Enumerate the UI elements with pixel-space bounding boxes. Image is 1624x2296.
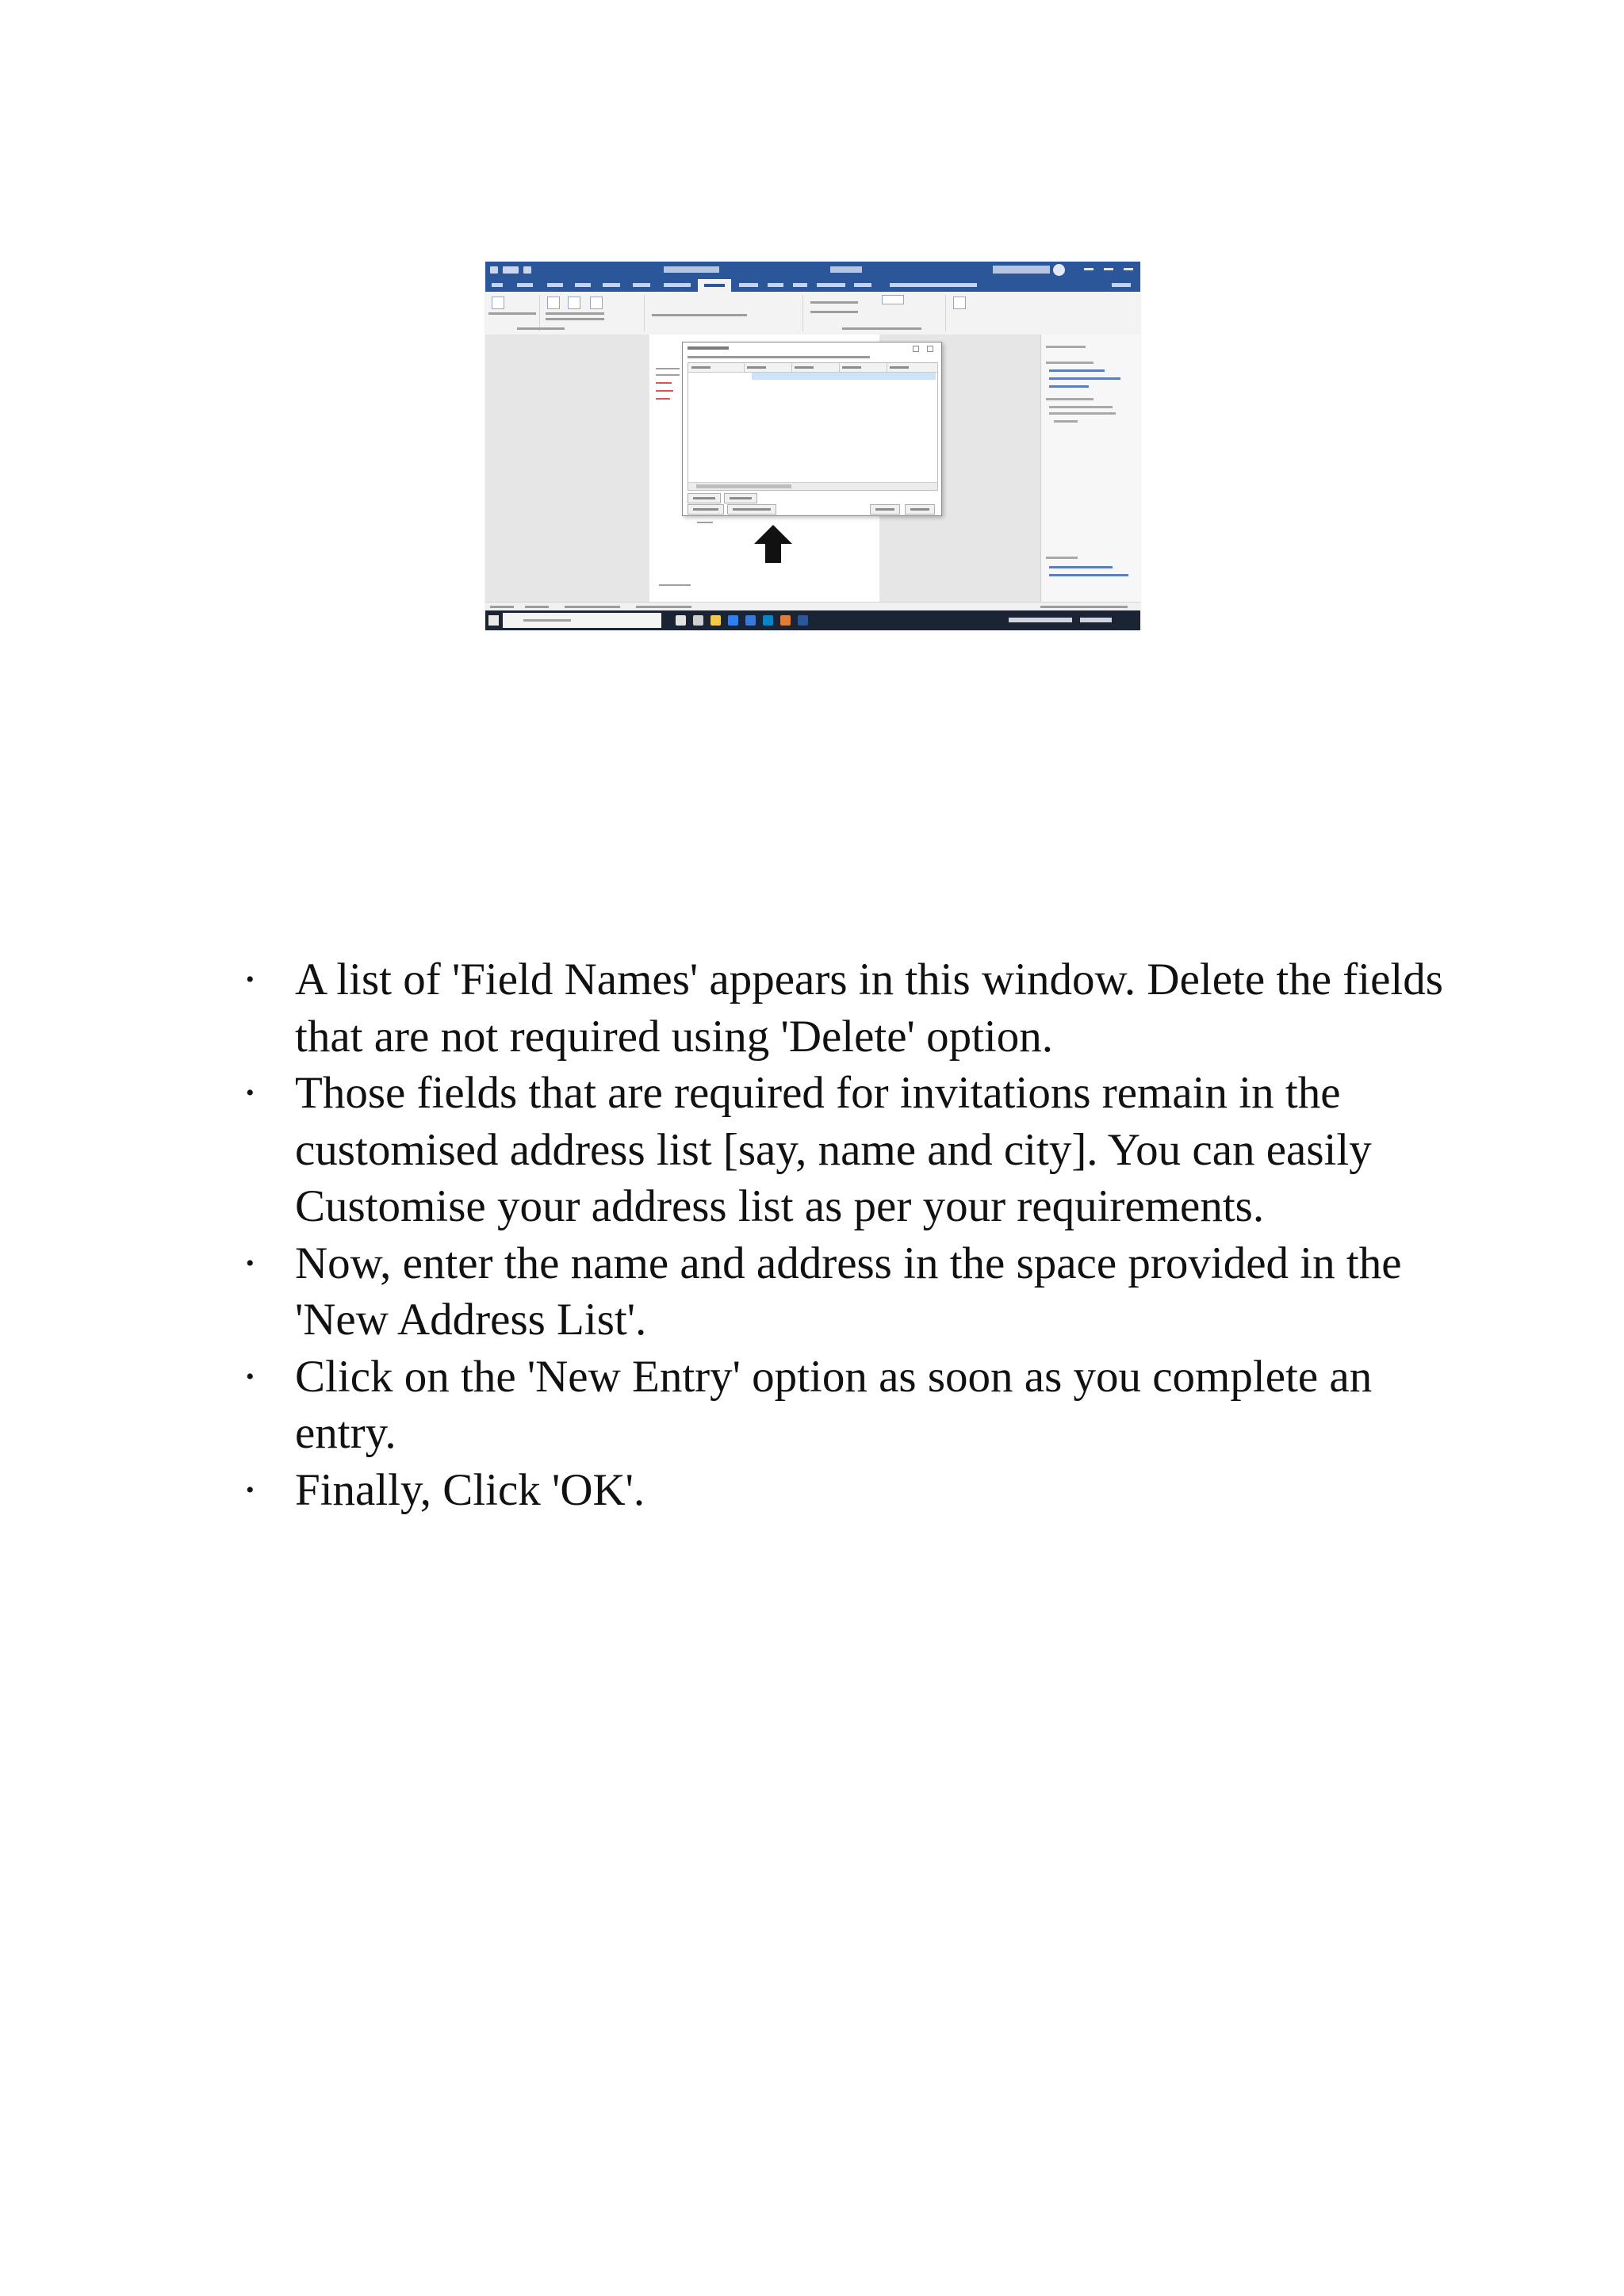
customize-columns-button [727,504,776,515]
ribbon-label [810,301,858,304]
page-text-line [656,368,680,369]
tab-review [739,283,758,287]
pane-text [1046,362,1094,364]
document-title [664,266,719,273]
ribbon-group-label [842,327,921,330]
pane-text [1049,412,1116,415]
column-company-name [839,363,887,372]
page-text-line [656,398,670,400]
pane-link [1049,369,1105,372]
instruction-item: • Those fields that are required for invitations remain in the customised address list [say, name and city]. You can easily Customise your address list as per your requirements. [243,1065,1448,1235]
help-icon [913,346,919,352]
taskbar-icon [710,615,721,626]
tab-insert [547,283,563,287]
taskbar-search [503,613,661,628]
taskbar-icon [763,615,773,626]
page-text-line [656,374,680,376]
preview-results-icon [882,295,904,304]
tell-me-search [890,283,977,287]
start-mail-merge-icon [547,297,560,309]
windows-start-icon [488,615,499,626]
ribbon-tabs [485,279,1140,292]
grid-header [688,363,937,373]
taskbar-icon [728,615,738,626]
status-zoom [1040,606,1128,608]
select-recipients-icon [568,297,580,309]
page-text-line [697,522,713,523]
ribbon-label [488,312,536,315]
customize-icon [523,266,531,274]
ribbon-group-label [517,327,565,330]
pane-title [1046,346,1086,348]
cancel-button [905,504,935,515]
clock [1080,618,1112,622]
find-button [724,493,757,503]
taskbar-icon [780,615,791,626]
taskbar-icon [745,615,756,626]
undo-icon [503,266,519,274]
pane-previous-link [1049,574,1128,576]
word-taskbar-icon [798,615,808,626]
tab-file [492,283,503,287]
column-title [688,363,745,372]
taskbar-icon [693,615,703,626]
status-words [525,606,549,608]
dialog-description [688,356,870,358]
pane-next-link [1049,566,1113,568]
share-button [1112,283,1131,287]
system-tray [1009,618,1072,622]
mail-merge-pane [1040,335,1140,602]
instruction-item: • Click on the 'New Entry' option as soon as you complete an entry. [243,1349,1448,1462]
pane-link [1049,385,1089,388]
pane-step [1046,557,1078,559]
tab-help [793,283,807,287]
tab-view [768,283,783,287]
word-title-bar [485,262,1140,279]
address-grid [688,362,938,491]
tab-mail-merge [817,283,845,287]
tab-references [664,283,691,287]
status-language [565,606,620,608]
close-icon [1124,268,1133,270]
ribbon-separator [644,295,645,331]
new-address-list-dialog [682,342,942,516]
instruction-list [243,951,1448,1518]
finish-merge-icon [953,297,966,309]
tab-draw [575,283,591,287]
tab-mailings [698,279,731,292]
page-text-line [659,584,691,586]
ribbon-label [546,318,604,320]
tab-layout [633,283,650,287]
horizontal-scrollbar [688,482,937,490]
page-text-line [656,390,673,392]
arrow-up-icon [753,523,794,564]
mailings-ribbon [485,292,1140,335]
ribbon-separator [945,295,946,331]
envelopes-icon [492,297,504,309]
ribbon-separator [802,295,803,331]
delete-entry-button [688,504,724,515]
status-page [490,606,514,608]
pane-text [1054,420,1078,423]
ribbon-label [546,312,604,315]
close-icon [927,346,933,352]
ribbon-label [810,311,858,313]
tab-design [603,283,620,287]
ok-button [870,504,900,515]
page-text-line [656,382,672,384]
status-accessibility [636,606,691,608]
maximize-icon [1104,268,1113,270]
selected-row [752,373,936,380]
save-icon [490,266,498,274]
tab-home [517,283,533,287]
instruction-item: • Now, enter the name and address in the space provided in the 'New Address List'. [243,1235,1448,1349]
column-last-name [791,363,840,372]
avatar [1053,264,1065,276]
column-first-name [744,363,792,372]
instruction-item: • A list of 'Field Names' appears in this window. Delete the fields that are not required using 'Delete' option. [243,951,1448,1065]
ribbon-separator [539,295,540,331]
context-tab-title [830,266,862,273]
taskbar-icon [676,615,686,626]
windows-taskbar [485,610,1140,630]
pane-text [1046,398,1094,400]
column-address-line [887,363,938,372]
pane-link [1049,377,1120,380]
pane-text [1049,406,1113,408]
user-name [993,266,1050,274]
ribbon-label [652,314,747,316]
minimize-icon [1084,268,1094,270]
new-entry-button [688,493,721,503]
edit-recipients-icon [590,297,603,309]
tab-layout-2 [854,283,871,287]
word-screenshot [485,262,1140,630]
instruction-item: • Finally, Click 'OK'. [243,1462,1448,1519]
dialog-title [688,346,729,350]
